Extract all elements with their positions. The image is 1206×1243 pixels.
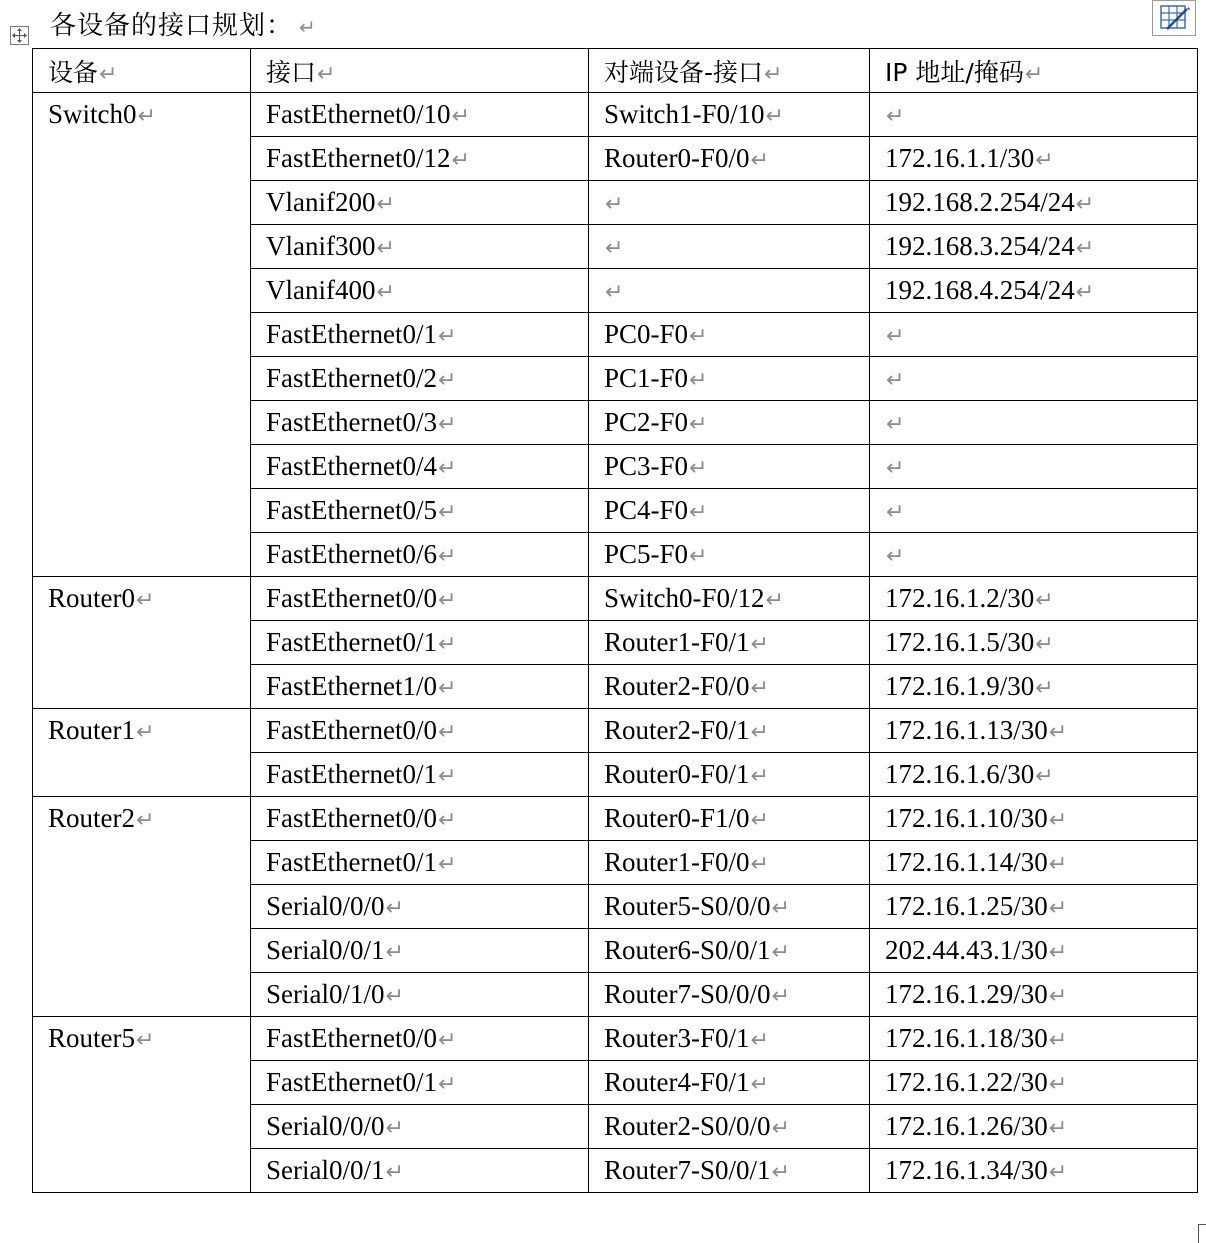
- ip-mask-cell: 172.16.1.25/30↵: [870, 885, 1198, 929]
- ip-mask-cell: ↵: [870, 93, 1198, 137]
- header-interface: 接口↵: [251, 49, 589, 93]
- table-row: [33, 93, 1198, 137]
- ip-mask-cell: 172.16.1.10/30↵: [870, 797, 1198, 841]
- interface-cell: FastEthernet0/6↵: [251, 533, 589, 577]
- interface-cell: FastEthernet0/12↵: [251, 137, 589, 181]
- interface-cell: Serial0/0/0↵: [251, 885, 589, 929]
- peer-interface-cell: Switch0-F0/12↵: [589, 577, 870, 621]
- ip-mask-cell: 172.16.1.29/30↵: [870, 973, 1198, 1017]
- interface-cell: FastEthernet0/5↵: [251, 489, 589, 533]
- interface-cell: FastEthernet0/1↵: [251, 841, 589, 885]
- ip-mask-cell: 172.16.1.26/30↵: [870, 1105, 1198, 1149]
- table-header-row: [33, 49, 1198, 93]
- table-row: [33, 797, 1198, 841]
- peer-interface-cell: Router4-F0/1↵: [589, 1061, 870, 1105]
- interface-cell: FastEthernet1/0↵: [251, 665, 589, 709]
- ip-mask-cell: 172.16.1.6/30↵: [870, 753, 1198, 797]
- device-cell: Router1↵: [33, 709, 251, 797]
- ip-mask-cell: 192.168.2.254/24↵: [870, 181, 1198, 225]
- table-edit-icon: [1153, 1, 1195, 35]
- peer-interface-cell: Router2-F0/1↵: [589, 709, 870, 753]
- header-peer: 对端设备-接口↵: [589, 49, 870, 93]
- ip-mask-cell: 172.16.1.34/30↵: [870, 1149, 1198, 1193]
- peer-interface-cell: Router7-S0/0/1↵: [589, 1149, 870, 1193]
- ip-mask-cell: 192.168.4.254/24↵: [870, 269, 1198, 313]
- interface-cell: FastEthernet0/4↵: [251, 445, 589, 489]
- peer-interface-cell: PC3-F0↵: [589, 445, 870, 489]
- peer-interface-cell: Router0-F0/1↵: [589, 753, 870, 797]
- peer-interface-cell: Router1-F0/0↵: [589, 841, 870, 885]
- peer-interface-cell: PC4-F0↵: [589, 489, 870, 533]
- ip-mask-cell: ↵: [870, 401, 1198, 445]
- table-move-handle[interactable]: [10, 26, 29, 45]
- interface-cell: FastEthernet0/2↵: [251, 357, 589, 401]
- ip-mask-cell: 172.16.1.2/30↵: [870, 577, 1198, 621]
- interface-cell: FastEthernet0/0↵: [251, 1017, 589, 1061]
- interface-cell: FastEthernet0/1↵: [251, 753, 589, 797]
- ip-mask-cell: 202.44.43.1/30↵: [870, 929, 1198, 973]
- section-heading: [50, 6, 317, 46]
- interface-cell: FastEthernet0/1↵: [251, 621, 589, 665]
- peer-interface-cell: Router6-S0/0/1↵: [589, 929, 870, 973]
- interface-cell: FastEthernet0/1↵: [251, 313, 589, 357]
- peer-interface-cell: PC2-F0↵: [589, 401, 870, 445]
- peer-interface-cell: Router5-S0/0/0↵: [589, 885, 870, 929]
- peer-interface-cell: ↵: [589, 225, 870, 269]
- table-row: [33, 709, 1198, 753]
- device-cell: Router2↵: [33, 797, 251, 1017]
- header-ip: IP 地址/掩码↵: [870, 49, 1198, 93]
- interface-cell: FastEthernet0/10↵: [251, 93, 589, 137]
- device-cell: Router5↵: [33, 1017, 251, 1193]
- interface-cell: Serial0/0/1↵: [251, 1149, 589, 1193]
- interface-cell: Vlanif200↵: [251, 181, 589, 225]
- table-row: [33, 577, 1198, 621]
- peer-interface-cell: Router7-S0/0/0↵: [589, 973, 870, 1017]
- ip-mask-cell: ↵: [870, 489, 1198, 533]
- peer-interface-cell: Router0-F0/0↵: [589, 137, 870, 181]
- interface-cell: Serial0/1/0↵: [251, 973, 589, 1017]
- ip-mask-cell: ↵: [870, 313, 1198, 357]
- peer-interface-cell: ↵: [589, 181, 870, 225]
- peer-interface-cell: Router2-S0/0/0↵: [589, 1105, 870, 1149]
- ip-mask-cell: 172.16.1.5/30↵: [870, 621, 1198, 665]
- peer-interface-cell: Router3-F0/1↵: [589, 1017, 870, 1061]
- interface-cell: Vlanif400↵: [251, 269, 589, 313]
- ip-mask-cell: 172.16.1.13/30↵: [870, 709, 1198, 753]
- interface-cell: FastEthernet0/0↵: [251, 577, 589, 621]
- ip-mask-cell: ↵: [870, 533, 1198, 577]
- interface-cell: FastEthernet0/0↵: [251, 709, 589, 753]
- interface-cell: FastEthernet0/1↵: [251, 1061, 589, 1105]
- peer-interface-cell: PC5-F0↵: [589, 533, 870, 577]
- heading-text: 各设备的接口规划：: [50, 11, 294, 41]
- ip-mask-cell: 172.16.1.9/30↵: [870, 665, 1198, 709]
- interface-plan-table: [32, 48, 1198, 1193]
- ip-mask-cell: 172.16.1.18/30↵: [870, 1017, 1198, 1061]
- interface-cell: Serial0/0/0↵: [251, 1105, 589, 1149]
- ip-mask-cell: ↵: [870, 357, 1198, 401]
- ip-mask-cell: 172.16.1.22/30↵: [870, 1061, 1198, 1105]
- peer-interface-cell: Router1-F0/1↵: [589, 621, 870, 665]
- peer-interface-cell: ↵: [589, 269, 870, 313]
- table-edit-button[interactable]: [1152, 0, 1196, 36]
- interface-cell: Vlanif300↵: [251, 225, 589, 269]
- device-cell: Switch0↵: [33, 93, 251, 577]
- peer-interface-cell: Router0-F1/0↵: [589, 797, 870, 841]
- peer-interface-cell: Switch1-F0/10↵: [589, 93, 870, 137]
- device-cell: Router0↵: [33, 577, 251, 709]
- interface-cell: FastEthernet0/3↵: [251, 401, 589, 445]
- ip-mask-cell: 192.168.3.254/24↵: [870, 225, 1198, 269]
- move-arrows-icon: [11, 27, 28, 44]
- interface-cell: FastEthernet0/0↵: [251, 797, 589, 841]
- header-device: 设备↵: [33, 49, 251, 93]
- table-end-marker: [1198, 1224, 1206, 1243]
- ip-mask-cell: 172.16.1.1/30↵: [870, 137, 1198, 181]
- ip-mask-cell: ↵: [870, 445, 1198, 489]
- ip-mask-cell: 172.16.1.14/30↵: [870, 841, 1198, 885]
- peer-interface-cell: Router2-F0/0↵: [589, 665, 870, 709]
- peer-interface-cell: PC1-F0↵: [589, 357, 870, 401]
- paragraph-mark: ↵: [299, 15, 317, 39]
- interface-cell: Serial0/0/1↵: [251, 929, 589, 973]
- peer-interface-cell: PC0-F0↵: [589, 313, 870, 357]
- table-row: [33, 1017, 1198, 1061]
